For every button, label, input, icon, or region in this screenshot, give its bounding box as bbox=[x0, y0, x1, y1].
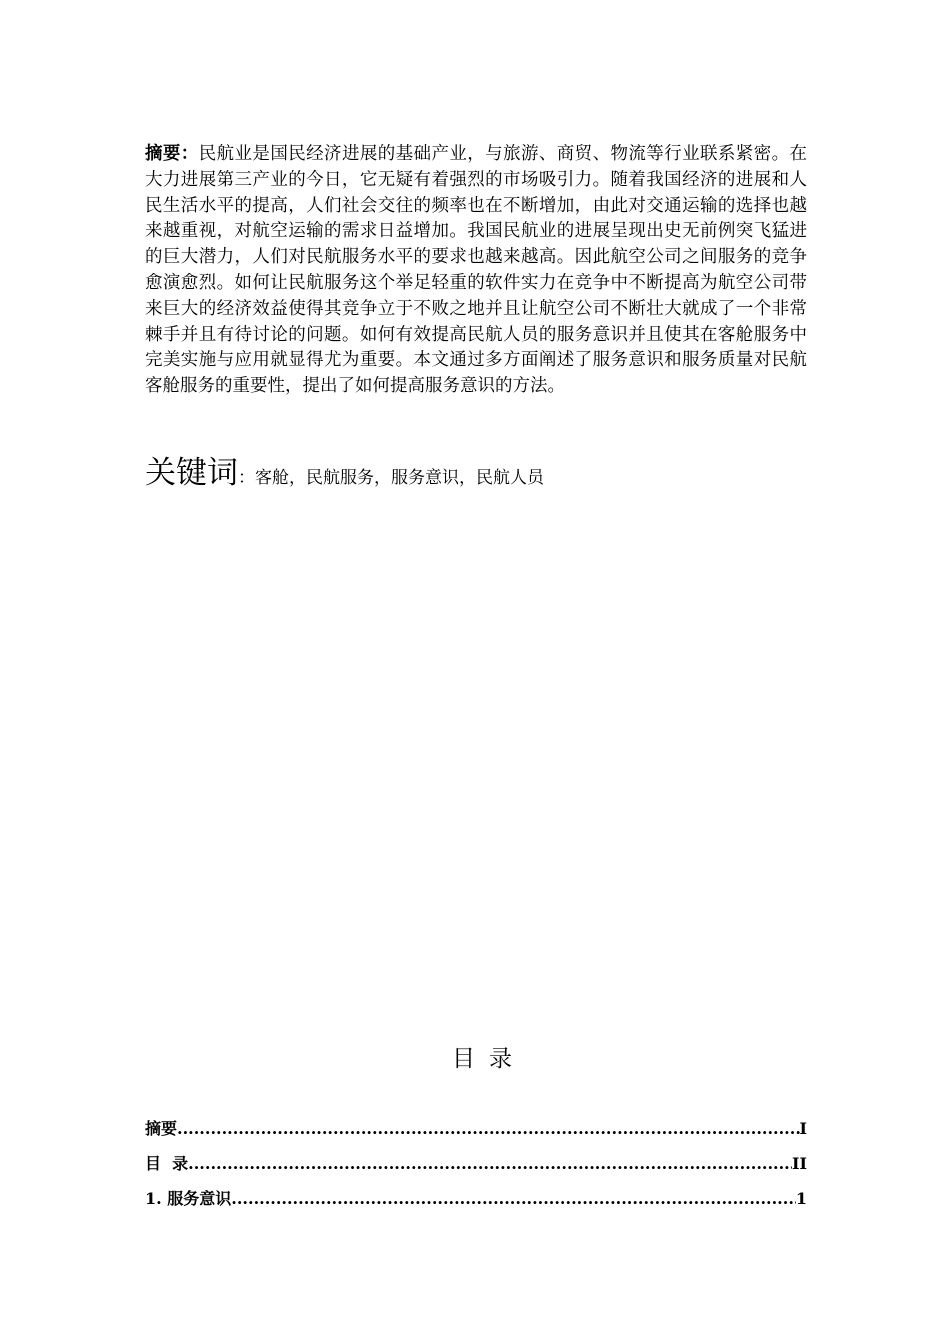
keywords-line bbox=[145, 447, 544, 492]
table-of-contents bbox=[145, 1116, 807, 1221]
abstract-text: 民航业是国民经济进展的基础产业，与旅游、商贸、物流等行业联系紧密。在大力进展第三产业的今日，它无疑有着强烈的市场吸引力。随着我国经济的进展和人民生活水平的提高，人们社会交往的频率也在不断增加，由此对交通运输的选择也越来越重视，对航空运输的需求日益增加。我国民航业的进展呈现出史无前例突飞猛进的巨大潜力，人们对民航服务水平的要求也越来越高。因此航空公司之间服务的竞争愈演愈烈。如何让民航服务这个举足轻重的软件实力在竞争中不断提高为航空公司带来巨大的经济效益使得其竞争立于不败之地并且让航空公司不断壮大就成了一个非常棘手并且有待讨论的问题。如何有效提高民航人员的服务意识并且使其在客舱服务中完美实施与应用就显得尤为重要。本文通过多方面阐述了服务意识和服务质量对民航客舱服务的重要性，提出了如何提高服务意识的方法。 bbox=[145, 144, 808, 397]
toc-entry-text: 目 录 bbox=[145, 1154, 189, 1173]
keywords-label: 关键词 bbox=[145, 455, 238, 491]
abstract-label: 摘要： bbox=[145, 144, 199, 164]
toc-leader-dots bbox=[231, 1189, 796, 1208]
toc-entry-contents[interactable] bbox=[145, 1151, 807, 1186]
toc-title: 目录 bbox=[452, 1046, 526, 1072]
keywords-value: 客舱，民航服务，服务意识，民航人员 bbox=[255, 468, 544, 488]
toc-entry-page: II bbox=[792, 1154, 807, 1173]
toc-entry-text: 摘要 bbox=[145, 1119, 178, 1138]
toc-entry-abstract[interactable] bbox=[145, 1116, 807, 1151]
toc-entry-page: 1 bbox=[795, 1189, 807, 1208]
toc-leader-dots bbox=[177, 1119, 800, 1138]
toc-leader-dots bbox=[188, 1154, 792, 1173]
toc-entry-service-awareness[interactable] bbox=[145, 1186, 807, 1221]
keywords-colon: ： bbox=[238, 468, 255, 488]
abstract-paragraph bbox=[145, 142, 807, 400]
toc-entry-page: I bbox=[799, 1119, 807, 1138]
toc-entry-text: 1. 服务意识 bbox=[145, 1189, 232, 1208]
